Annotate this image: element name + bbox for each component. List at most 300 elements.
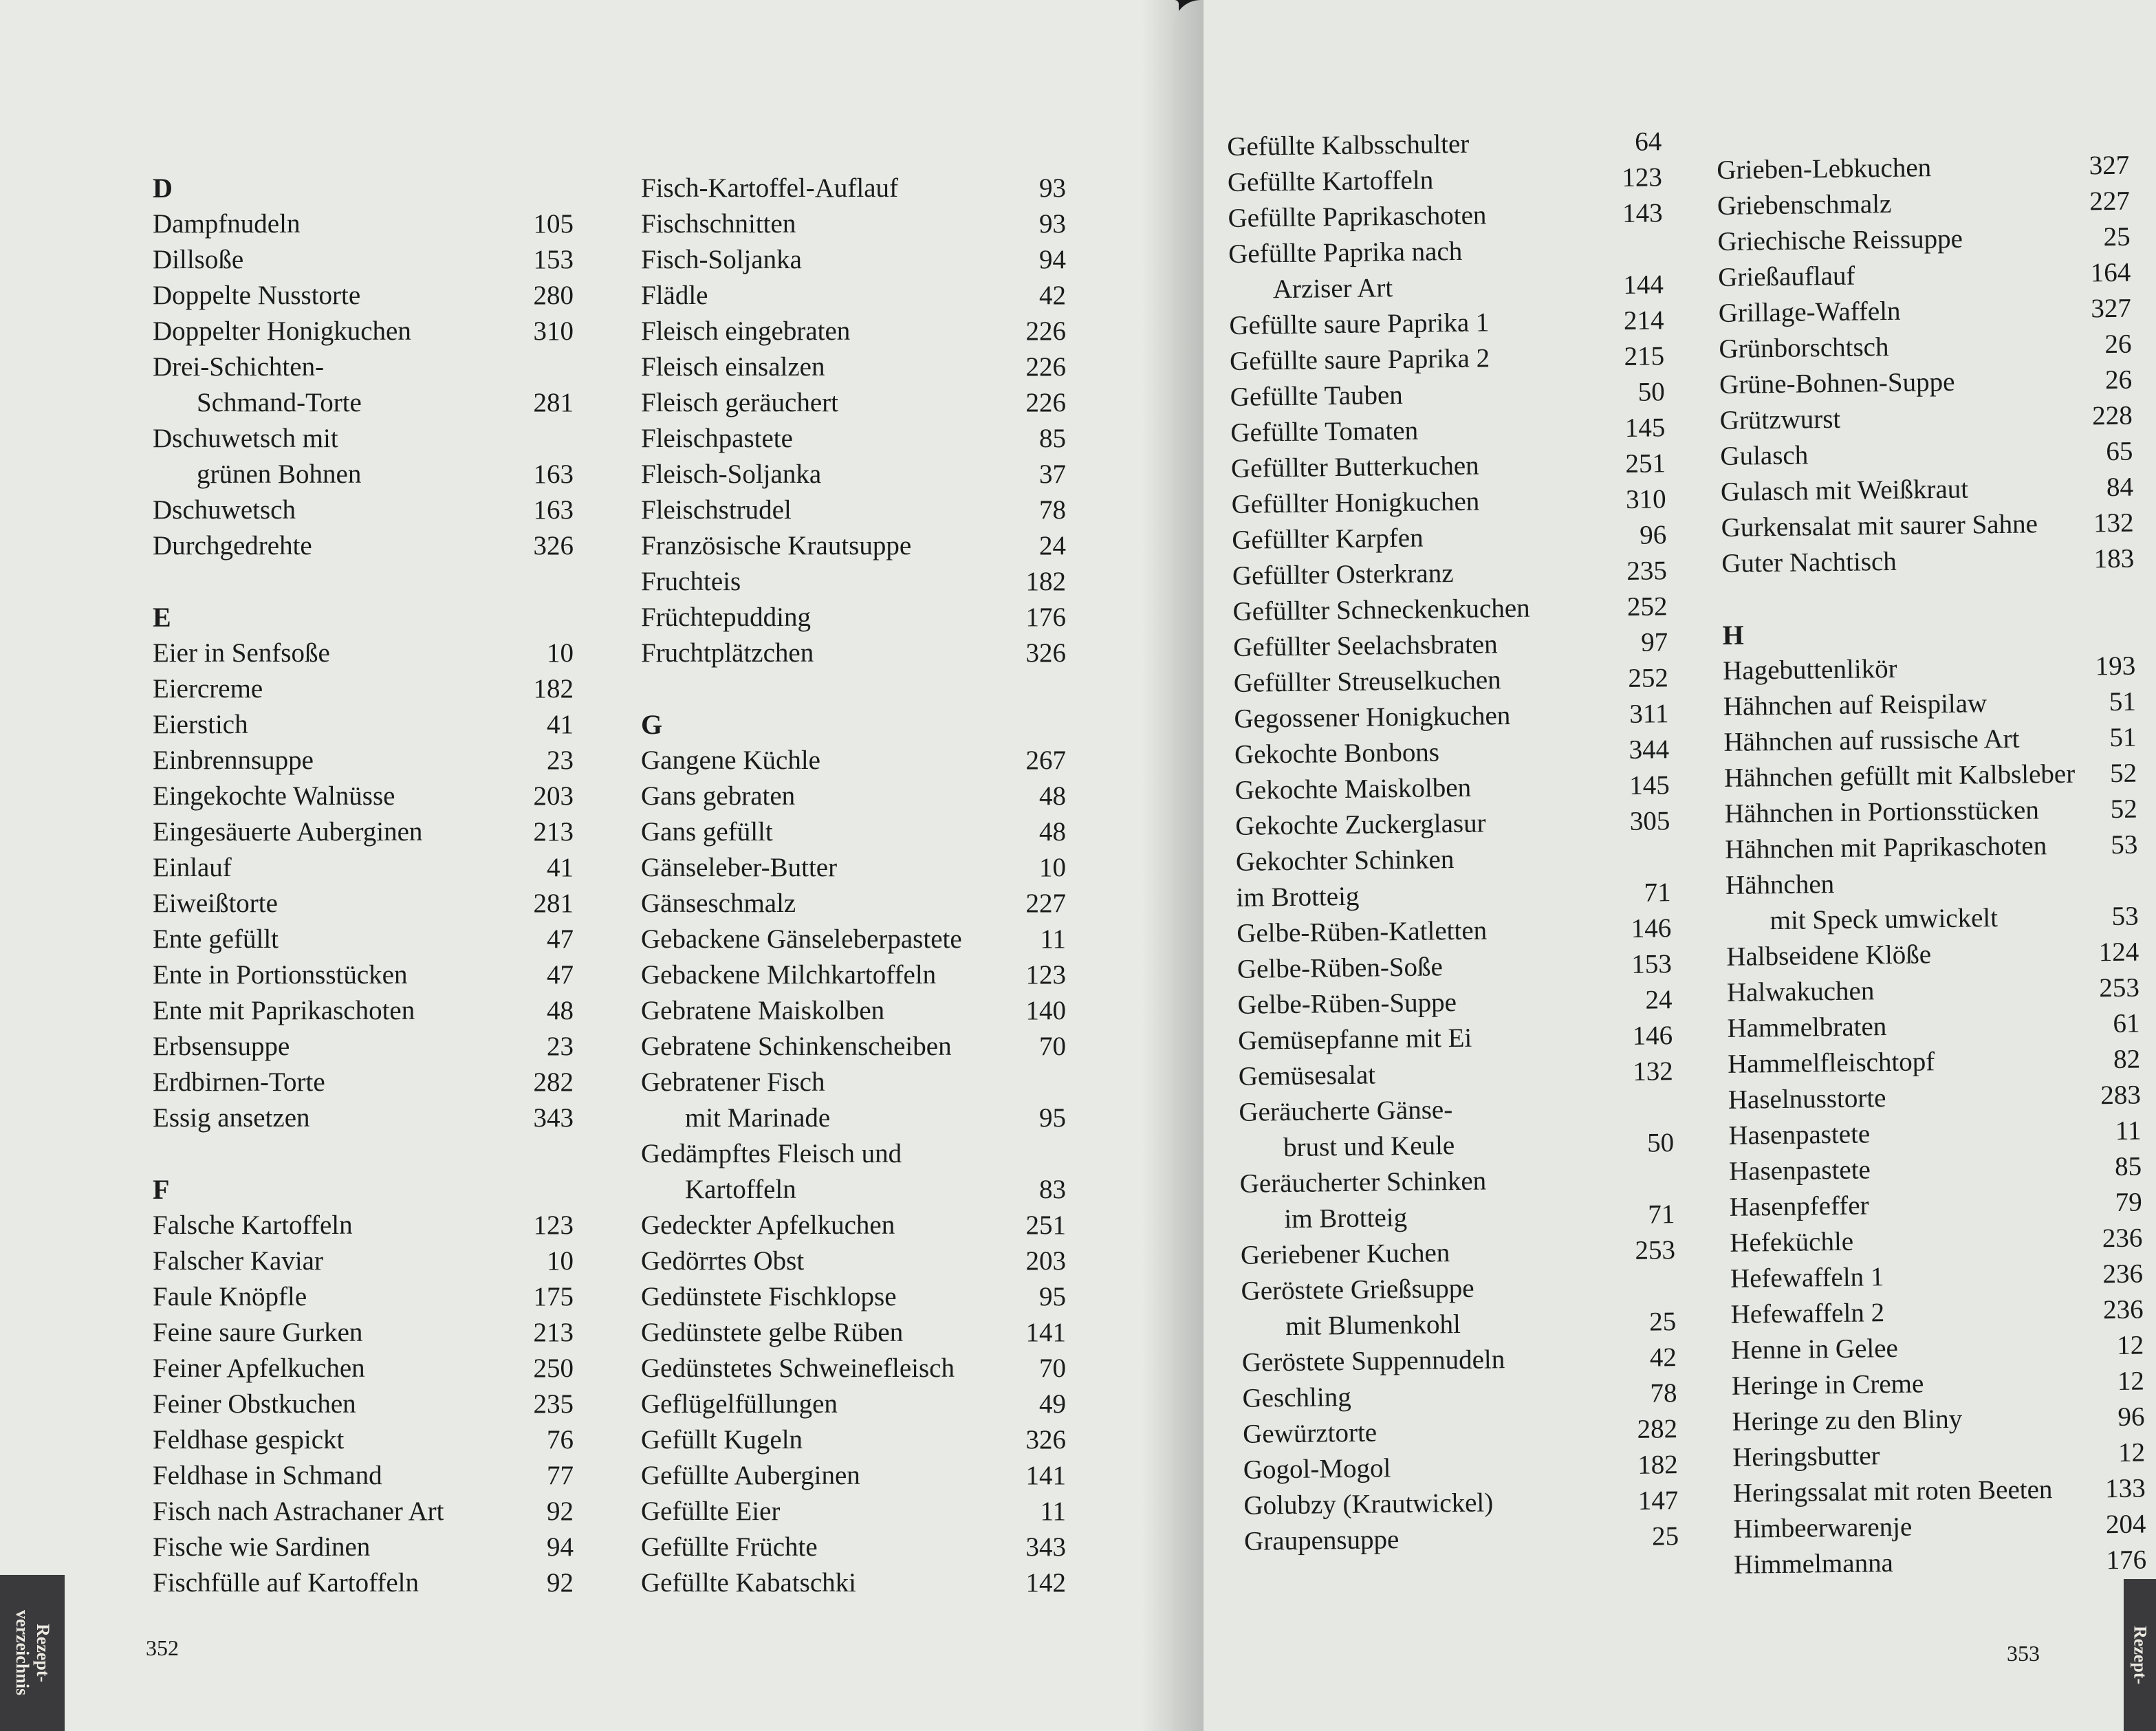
- entry-title: Feine saure Gurken: [153, 1318, 363, 1347]
- entry-page-number: 124: [2098, 937, 2139, 968]
- index-entry: [1231, 481, 1666, 523]
- entry-page-number: 25: [2103, 221, 2131, 252]
- entry-page-number: 235: [533, 1389, 574, 1419]
- entry-title: Gebackene Milchkartoffeln: [641, 960, 937, 990]
- entry-page-number: 51: [2109, 686, 2137, 717]
- entry-page-number: 92: [547, 1496, 574, 1526]
- index-entry: [153, 1565, 574, 1601]
- entry-page-number: 77: [547, 1461, 574, 1490]
- index-entry: [641, 600, 1066, 635]
- entry-page-number: 61: [2113, 1008, 2140, 1039]
- entry-title: Gulasch mit Weißkraut: [1720, 474, 1969, 507]
- index-entry: [641, 1065, 1066, 1100]
- entry-page-number: 193: [2095, 651, 2136, 682]
- entry-page-number: 79: [2115, 1187, 2142, 1218]
- entry-page-number: 10: [547, 1246, 574, 1276]
- entry-title: Gemüsesalat: [1238, 1060, 1376, 1091]
- entry-title: Fruchtplätzchen: [641, 638, 814, 668]
- entry-title: Fisch nach Astrachaner Art: [153, 1496, 444, 1526]
- index-entry: [153, 1243, 574, 1279]
- entry-page-number: 123: [1622, 162, 1663, 193]
- index-entry: [641, 242, 1066, 278]
- entry-title: Gangene Küchle: [641, 745, 820, 775]
- entry-page-number: 310: [1625, 484, 1666, 514]
- entry-page-number: 50: [1646, 1128, 1675, 1158]
- entry-title: Gefüllter Karpfen: [1232, 523, 1424, 555]
- index-entry: [1228, 231, 1664, 272]
- entry-page-number: 344: [1629, 734, 1670, 765]
- index-entry: [153, 492, 574, 528]
- entry-title: Gefüllte Kalbsschulter: [1227, 129, 1470, 162]
- entry-page-number: 47: [547, 960, 574, 990]
- entry-title: Gekochte Zuckerglasur: [1235, 808, 1486, 841]
- entry-title: Arziser Art: [1272, 273, 1393, 305]
- entry-title: Geriebener Kuchen: [1240, 1238, 1450, 1270]
- entry-title: Gänseschmalz: [641, 889, 796, 918]
- entry-page-number: 213: [533, 1318, 574, 1347]
- index-entry: [641, 528, 1066, 564]
- index-column-left-2: [641, 171, 1066, 1601]
- entry-title: Himbeerwarenje: [1733, 1512, 1913, 1544]
- entry-title: Gefüllte Eier: [641, 1496, 781, 1526]
- entry-page-number: 41: [547, 853, 574, 882]
- entry-page-number: 48: [1039, 781, 1066, 811]
- entry-page-number: 64: [1635, 127, 1662, 157]
- entry-title: Griechische Reissuppe: [1717, 224, 1963, 257]
- entry-title: Henne in Gelee: [1731, 1333, 1899, 1365]
- index-entry: [641, 1494, 1066, 1529]
- entry-title: Dschuwetsch mit: [153, 424, 338, 453]
- index-entry: [641, 1315, 1066, 1351]
- entry-title: Fleisch einsalzen: [641, 352, 825, 382]
- entry-title: Graupensuppe: [1243, 1525, 1400, 1556]
- index-entry: [1726, 935, 2139, 975]
- entry-page-number: 236: [2102, 1223, 2143, 1254]
- index-entry: [153, 993, 574, 1029]
- entry-title: mit Speck umwickelt: [1770, 903, 1999, 936]
- entry-page-number: 141: [1025, 1318, 1066, 1347]
- index-entry: [641, 1386, 1066, 1422]
- section-letter: E: [153, 602, 171, 633]
- index-entry: [1721, 470, 2134, 510]
- index-entry: [153, 1386, 574, 1422]
- entry-page-number: 228: [2091, 400, 2133, 431]
- index-entry: [641, 886, 1066, 922]
- entry-title: Hammelfleischtopf: [1727, 1047, 1935, 1079]
- entry-title: Schmand-Torte: [197, 388, 362, 417]
- entry-page-number: 253: [2099, 972, 2140, 1003]
- index-entry: [1727, 970, 2140, 1011]
- index-entry: [153, 1065, 574, 1100]
- entry-title: Fisch-Kartoffel-Auflauf: [641, 173, 898, 203]
- index-entry: [153, 206, 574, 242]
- index-entry: [1724, 792, 2137, 832]
- entry-page-number: 85: [2114, 1151, 2142, 1182]
- index-entry: [1719, 362, 2133, 403]
- index-entry: [641, 743, 1066, 779]
- index-entry: [1720, 434, 2133, 475]
- index-entry: [1237, 982, 1673, 1023]
- entry-title: Hähnchen gefüllt mit Kalbsleber: [1723, 759, 2076, 793]
- index-entry: [1721, 541, 2135, 582]
- index-entry: [1727, 1006, 2140, 1047]
- index-entry: [641, 457, 1066, 492]
- entry-page-number: 327: [2089, 150, 2130, 181]
- entry-page-number: 10: [547, 638, 574, 668]
- entry-title: Flädle: [641, 281, 708, 310]
- entry-page-number: 250: [533, 1353, 574, 1383]
- entry-page-number: 133: [2105, 1473, 2146, 1504]
- entry-page-number: 153: [533, 245, 574, 274]
- entry-page-number: 48: [547, 996, 574, 1025]
- index-entry: [153, 1529, 574, 1565]
- page-number-right: 353: [2007, 1641, 2040, 1666]
- entry-title: mit Blumenkohl: [1285, 1309, 1461, 1342]
- entry-page-number: 164: [2090, 257, 2131, 288]
- index-entry: [1230, 374, 1665, 415]
- entry-page-number: 282: [533, 1067, 574, 1097]
- entry-page-number: 182: [533, 674, 574, 704]
- entry-page-number: 251: [1625, 448, 1666, 479]
- index-entry: [1723, 649, 2136, 689]
- index-entry: [153, 421, 574, 457]
- entry-page-number: 146: [1632, 1021, 1673, 1051]
- right-page: [1173, 0, 2156, 1731]
- entry-title: Grillage-Waffeln: [1718, 296, 1901, 328]
- entry-page-number: 226: [1025, 316, 1066, 346]
- entry-page-number: 310: [533, 316, 574, 346]
- entry-page-number: 78: [1650, 1378, 1677, 1408]
- index-entry: [641, 421, 1066, 457]
- entry-page-number: 305: [1629, 806, 1670, 836]
- index-entry: [153, 1351, 574, 1386]
- index-entry: [1730, 1292, 2144, 1333]
- entry-title: Gulasch: [1720, 440, 1809, 471]
- entry-page-number: 182: [1025, 567, 1066, 596]
- entry-title: Gelbe-Rüben-Suppe: [1237, 988, 1457, 1020]
- entry-page-number: 227: [2089, 186, 2131, 217]
- entry-page-number: 145: [1624, 413, 1666, 443]
- entry-page-number: 147: [1637, 1485, 1679, 1516]
- index-entry: [1728, 1113, 2142, 1154]
- entry-page-number: 52: [2110, 794, 2137, 825]
- entry-page-number: 215: [1624, 341, 1665, 371]
- entry-title: Fleisch geräuchert: [641, 388, 838, 417]
- index-entry: [641, 779, 1066, 814]
- index-entry: [1725, 899, 2139, 939]
- index-entry: [641, 1422, 1066, 1458]
- entry-page-number: 182: [1637, 1450, 1679, 1480]
- entry-title: Fleisch-Soljanka: [641, 459, 822, 489]
- index-entry: [153, 1494, 574, 1529]
- index-column-right-2: [1717, 148, 2146, 1583]
- entry-title: Eingesäuerte Auberginen: [153, 817, 423, 847]
- entry-title: Gefüllte Paprikaschoten: [1228, 200, 1487, 233]
- entry-page-number: 25: [1651, 1521, 1679, 1552]
- entry-title: Fischschnitten: [641, 209, 796, 239]
- index-entry: [1732, 1400, 2145, 1440]
- entry-title: Heringssalat mit roten Beeten: [1732, 1474, 2053, 1508]
- entry-page-number: 132: [2093, 508, 2134, 538]
- entry-title: Grieben-Lebkuchen: [1717, 153, 1932, 185]
- index-entry: [641, 1208, 1066, 1243]
- entry-title: Gefüllte Kabatschki: [641, 1568, 856, 1598]
- index-entry: [641, 1458, 1066, 1494]
- entry-title: Grießauflauf: [1717, 261, 1855, 292]
- index-entry: [1725, 827, 2138, 868]
- entry-title: Gebratene Maiskolben: [641, 996, 885, 1025]
- entry-page-number: 204: [2105, 1509, 2146, 1540]
- index-entry: [1229, 267, 1664, 308]
- entry-page-number: 49: [1039, 1389, 1066, 1419]
- entry-title: Gefüllter Streuselkuchen: [1233, 665, 1501, 698]
- index-entry: [153, 1458, 574, 1494]
- index-entry: [1238, 1018, 1673, 1059]
- entry-page-number: 23: [547, 745, 574, 775]
- index-entry: [641, 1029, 1066, 1065]
- index-entry: [1733, 1471, 2146, 1512]
- index-entry: [1717, 219, 2131, 260]
- section-letter: F: [153, 1174, 170, 1205]
- entry-page-number: 123: [533, 1210, 574, 1240]
- index-entry: [1234, 660, 1669, 701]
- entry-title: Hähnchen auf russische Art: [1723, 723, 2020, 757]
- entry-title: Gefüllte saure Paprika 1: [1229, 307, 1490, 340]
- entry-page-number: 93: [1039, 173, 1066, 203]
- entry-page-number: 12: [2116, 1330, 2144, 1361]
- entry-title: Heringe zu den Bliny: [1732, 1404, 1963, 1437]
- index-entry: [153, 528, 574, 564]
- entry-title: Griebenschmalz: [1717, 188, 1892, 221]
- index-entry: [1239, 1125, 1675, 1166]
- entry-title: Halwakuchen: [1726, 976, 1875, 1008]
- entry-page-number: 252: [1628, 663, 1669, 693]
- index-entry: [1235, 803, 1670, 845]
- entry-title: Guter Nachtisch: [1721, 546, 1897, 578]
- entry-title: Durchgedrehte: [153, 531, 312, 560]
- index-entry: [153, 457, 574, 492]
- entry-title: Einbrennsuppe: [153, 745, 314, 775]
- entry-title: Eingekochte Walnüsse: [153, 781, 395, 811]
- index-entry: [641, 564, 1066, 600]
- entry-page-number: 96: [2117, 1402, 2145, 1433]
- entry-title: Dillsoße: [153, 245, 244, 274]
- entry-title: Hefewaffeln 1: [1730, 1262, 1884, 1294]
- entry-page-number: 251: [1025, 1210, 1066, 1240]
- index-entry: [641, 1172, 1066, 1208]
- index-entry: [153, 707, 574, 743]
- entry-title: Hagebuttenlikör: [1722, 653, 1897, 686]
- entry-title: Ente mit Paprikaschoten: [153, 996, 415, 1025]
- index-column-right-1: [1227, 124, 1679, 1560]
- index-entry: [641, 278, 1066, 314]
- entry-title: Gebratene Schinkenscheiben: [641, 1032, 952, 1061]
- entry-title: Einlauf: [153, 853, 232, 882]
- index-entry: [153, 385, 574, 421]
- index-entry: [641, 171, 1066, 206]
- index-entry: [153, 349, 574, 385]
- index-entry: [641, 1100, 1066, 1136]
- index-entry: [1230, 410, 1666, 451]
- entry-page-number: 163: [533, 495, 574, 525]
- index-entry: [1241, 1268, 1676, 1309]
- entry-title: Essig ansetzen: [153, 1103, 310, 1133]
- entry-title: Hefeküchle: [1730, 1226, 1854, 1258]
- entry-title: grünen Bohnen: [197, 459, 362, 489]
- index-entry: [641, 349, 1066, 385]
- index-entry: [1243, 1483, 1679, 1524]
- index-entry: [1731, 1328, 2144, 1369]
- entry-page-number: 23: [547, 1032, 574, 1061]
- index-entry: [1719, 398, 2133, 439]
- entry-title: im Brotteig: [1284, 1202, 1408, 1234]
- index-entry: [153, 1422, 574, 1458]
- index-entry: [1717, 148, 2130, 188]
- index-entry: [153, 850, 574, 886]
- index-entry: [1721, 505, 2134, 546]
- index-entry: [641, 814, 1066, 850]
- entry-page-number: 326: [533, 531, 574, 560]
- index-entry: [641, 1529, 1066, 1565]
- entry-page-number: 53: [2111, 829, 2138, 860]
- entry-page-number: 236: [2102, 1294, 2144, 1325]
- entry-page-number: 146: [1631, 913, 1672, 944]
- entry-page-number: 105: [533, 209, 574, 239]
- entry-page-number: 141: [1025, 1461, 1066, 1490]
- entry-page-number: 53: [2111, 901, 2139, 932]
- entry-title: Grützwurst: [1719, 404, 1841, 435]
- entry-title: Gefüllter Honigkuchen: [1231, 486, 1480, 519]
- entry-title: Gefüllt Kugeln: [641, 1425, 803, 1455]
- entry-page-number: 183: [2093, 543, 2135, 574]
- entry-page-number: 145: [1629, 770, 1670, 801]
- entry-page-number: 281: [533, 889, 574, 918]
- index-entry: [1723, 684, 2137, 725]
- entry-page-number: 163: [533, 459, 574, 489]
- entry-title: Fischfülle auf Kartoffeln: [153, 1568, 419, 1598]
- index-entry: [1733, 1507, 2146, 1547]
- index-entry: [1718, 255, 2131, 296]
- entry-title: Gänseleber-Butter: [641, 853, 838, 882]
- section-letter: D: [153, 173, 173, 204]
- entry-page-number: 95: [1039, 1103, 1066, 1133]
- entry-title: Falscher Kaviar: [153, 1246, 323, 1276]
- index-entry: [1233, 624, 1668, 666]
- entry-page-number: 283: [2100, 1080, 2142, 1111]
- entry-title: Gedünstete Fischklopse: [641, 1282, 897, 1311]
- entry-title: Geröstete Suppennudeln: [1241, 1344, 1505, 1378]
- entry-title: Grüne-Bohnen-Suppe: [1719, 367, 1955, 400]
- index-entry: [153, 1279, 574, 1315]
- entry-page-number: 78: [1039, 495, 1066, 525]
- entry-page-number: 82: [2113, 1044, 2141, 1075]
- entry-page-number: 140: [1025, 996, 1066, 1025]
- index-entry: [1239, 1054, 1674, 1095]
- index-entry: [1228, 160, 1663, 201]
- index-entry: [1234, 696, 1669, 737]
- index-entry: [153, 922, 574, 957]
- index-entry: [1232, 517, 1667, 558]
- entry-page-number: 25: [1648, 1307, 1677, 1337]
- entry-page-number: 92: [547, 1568, 574, 1598]
- index-entry: [641, 850, 1066, 886]
- entry-page-number: 84: [2106, 472, 2134, 503]
- entry-page-number: 203: [1025, 1246, 1066, 1276]
- entry-title: Hasenpfeffer: [1729, 1190, 1869, 1222]
- index-entry: [1229, 303, 1664, 344]
- index-entry: [1724, 756, 2137, 796]
- entry-page-number: 175: [533, 1282, 574, 1311]
- entry-page-number: 280: [533, 281, 574, 310]
- entry-title: Gedämpftes Fleisch und: [641, 1139, 902, 1168]
- index-entry: [153, 886, 574, 922]
- entry-title: Gefüllter Schneckenkuchen: [1232, 593, 1530, 627]
- index-entry: [1234, 732, 1670, 773]
- index-entry: [641, 1565, 1066, 1601]
- entry-page-number: 83: [1039, 1175, 1066, 1204]
- entry-title: Hasenpastete: [1728, 1119, 1871, 1151]
- entry-title: Heringe in Creme: [1731, 1369, 1924, 1401]
- entry-page-number: 343: [533, 1103, 574, 1133]
- entry-title: Feiner Apfelkuchen: [153, 1353, 365, 1383]
- entry-title: Hähnchen in Portionsstücken: [1724, 795, 2040, 829]
- entry-page-number: 327: [2091, 293, 2132, 324]
- index-entry: [641, 385, 1066, 421]
- entry-title: Doppelte Nusstorte: [153, 281, 361, 310]
- entry-page-number: 93: [1039, 209, 1066, 239]
- index-entry: [1241, 1304, 1677, 1345]
- entry-title: Gefüllter Osterkranz: [1232, 558, 1454, 591]
- entry-page-number: 282: [1637, 1414, 1678, 1444]
- index-entry: [1729, 1149, 2142, 1190]
- entry-title: Gedörrtes Obst: [641, 1246, 805, 1276]
- entry-page-number: 226: [1025, 352, 1066, 382]
- entry-title: Geröstete Grießsuppe: [1241, 1273, 1474, 1306]
- entry-page-number: 142: [1025, 1568, 1066, 1598]
- entry-page-number: 236: [2102, 1259, 2144, 1289]
- entry-title: Gefüllte Früchte: [641, 1532, 818, 1562]
- entry-title: Fisch-Soljanka: [641, 245, 802, 274]
- index-entry: [1732, 1364, 2145, 1404]
- index-entry: [1240, 1197, 1675, 1238]
- entry-title: Gefüllte saure Paprika 2: [1229, 343, 1490, 376]
- entry-title: Gebratener Fisch: [641, 1067, 825, 1097]
- index-entry: [153, 314, 574, 349]
- entry-title: Hefewaffeln 2: [1730, 1298, 1885, 1329]
- entry-title: Kartoffeln: [685, 1175, 796, 1204]
- entry-title: brust und Keule: [1283, 1131, 1455, 1163]
- entry-page-number: 48: [1039, 817, 1066, 847]
- entry-page-number: 343: [1025, 1532, 1066, 1562]
- entry-title: Grünborschtsch: [1719, 331, 1889, 364]
- entry-title: Gogol-Mogol: [1243, 1453, 1391, 1485]
- entry-page-number: 70: [1039, 1353, 1066, 1383]
- index-entry: [1729, 1185, 2142, 1226]
- entry-title: Falsche Kartoffeln: [153, 1210, 353, 1240]
- index-entry: [1239, 1161, 1675, 1202]
- index-entry: [1239, 1089, 1674, 1131]
- entry-title: Gefüllte Tomaten: [1230, 415, 1419, 448]
- entry-title: Eiercreme: [153, 674, 263, 704]
- entry-title: Fleisch eingebraten: [641, 316, 851, 346]
- entry-page-number: 95: [1039, 1282, 1066, 1311]
- entry-title: Gefüllte Paprika nach: [1228, 236, 1463, 269]
- entry-title: Feiner Obstkuchen: [153, 1389, 356, 1419]
- entry-title: Französische Krautsuppe: [641, 531, 912, 560]
- index-entry: [641, 1351, 1066, 1386]
- entry-title: Fleischstrudel: [641, 495, 792, 525]
- entry-page-number: 94: [1039, 245, 1066, 274]
